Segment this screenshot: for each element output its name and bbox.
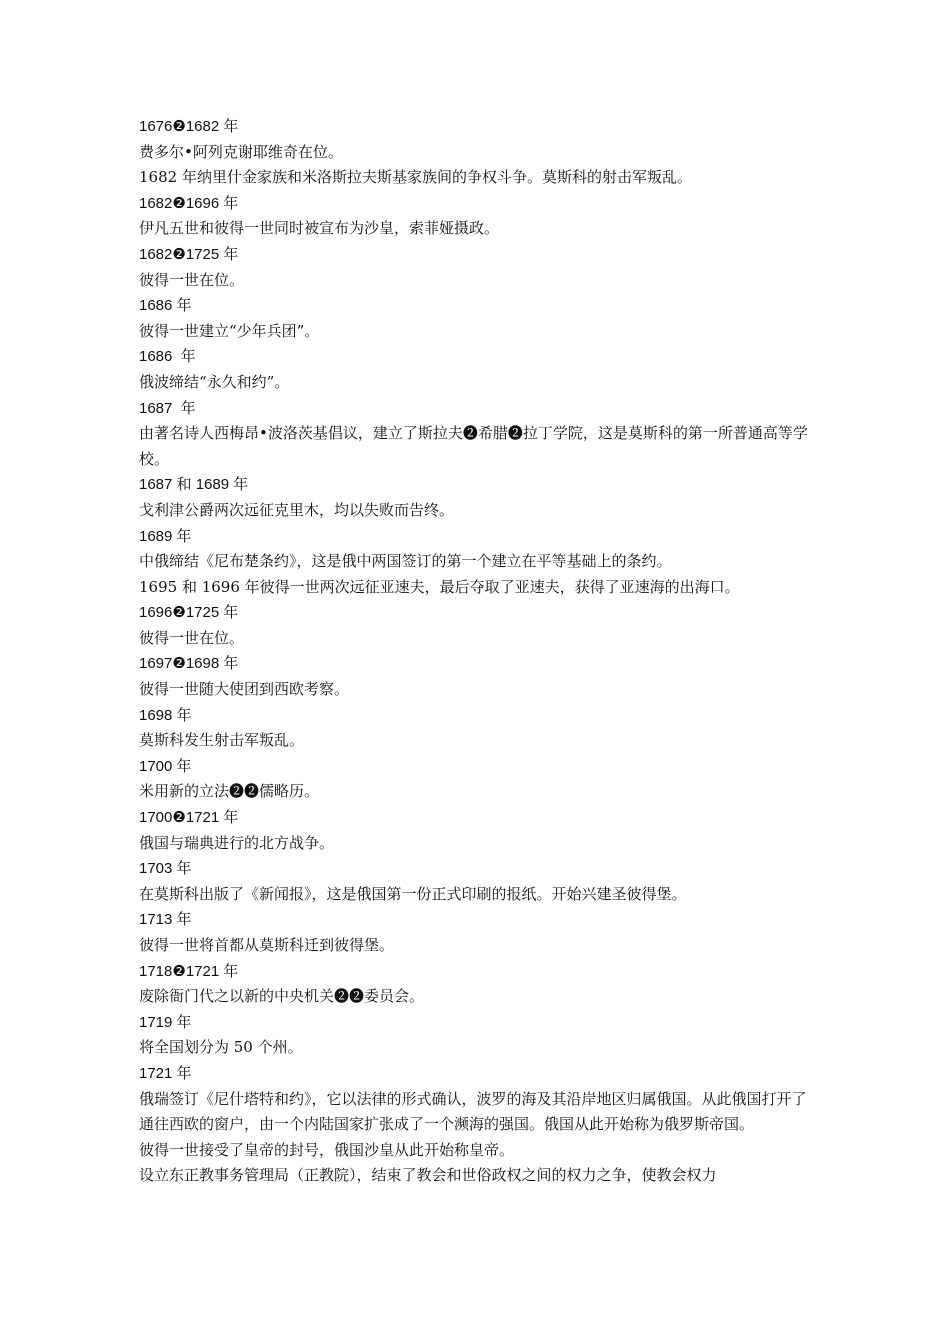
timeline-event: 将全国划分为 50 个州。 — [139, 1038, 303, 1057]
timeline-event: 彼得一世在位。 — [139, 270, 245, 289]
timeline-event: 废除衙门代之以新的中央机关❷❷委员会。 — [139, 987, 425, 1006]
timeline-event: 在莫斯科出版了《新闻报》，这是俄国第一份正式印刷的报纸。开始兴建圣彼得堡。 — [139, 884, 687, 903]
timeline-year: 1686 年 — [139, 297, 192, 315]
timeline-year: 1700❷1721 年 — [139, 809, 239, 827]
timeline-event: 由著名诗人西梅昂•波洛茨基倡议，建立了斯拉夫❷希腊❷拉丁学院，这是莫斯科的第一所普通高等学校。 — [139, 424, 808, 468]
timeline-event: 费多尔•阿列克谢耶维奇在位。 — [139, 142, 343, 161]
timeline-year: 1698 年 — [139, 706, 192, 724]
timeline-year: 1682❷1725 年 — [139, 245, 239, 263]
timeline-event: 伊凡五世和彼得一世同时被宣布为沙皇，索菲娅摄政。 — [139, 219, 500, 238]
timeline-year: 1713 年 — [139, 911, 192, 929]
timeline-year: 1697❷1698 年 — [139, 655, 239, 673]
timeline-event: 莫斯科发生射击军叛乱。 — [139, 731, 305, 750]
timeline-year: 1703 年 — [139, 860, 192, 878]
timeline-event: 彼得一世随大使团到西欧考察。 — [139, 680, 350, 699]
timeline-year: 1676❷1682 年 — [139, 118, 239, 135]
timeline-event: 米用新的立法❷❷儒略历。 — [139, 782, 320, 801]
timeline-year: 1687 年 — [139, 399, 196, 417]
timeline-event: 设立东正教事务管理局（正教院），结束了教会和世俗政权之间的权力之争，使教会权力 — [139, 1166, 717, 1185]
timeline-year: 1682❷1696 年 — [139, 194, 239, 212]
timeline-year: 1696❷1725 年 — [139, 604, 239, 622]
timeline-event: 俄国与瑞典进行的北方战争。 — [139, 833, 335, 852]
timeline-event: 彼得一世接受了皇帝的封号，俄国沙皇从此开始称皇帝。 — [139, 1140, 515, 1159]
timeline-year: 1687 和 1689 年 — [139, 476, 249, 494]
timeline-year: 1721 年 — [139, 1064, 192, 1082]
timeline-year: 1718❷1721 年 — [139, 962, 239, 980]
timeline-entry: 1682 年纳里什金家族和米洛斯拉夫斯基家族间的争权斗争。莫斯科的射击军叛乱。 — [139, 168, 692, 187]
timeline-event: 俄波缔结“永久和约”。 — [139, 372, 290, 391]
timeline-year: 1686 年 — [139, 348, 196, 366]
timeline-event: 俄瑞签订《尼什塔特和约》，它以法律的形式确认，波罗的海及其沿岸地区归属俄国。从此俄国打开了通往西欧的窗户，由一个内陆国家扩张成了一个濒海的强国。俄国从此开始称为俄罗斯帝国。 — [139, 1089, 807, 1134]
timeline-year: 1719 年 — [139, 1013, 192, 1031]
timeline-event: 彼得一世将首都从莫斯科迁到彼得堡。 — [139, 936, 395, 954]
timeline-year: 1700 年 — [139, 757, 192, 775]
timeline-entry: 1695 和 1696 年彼得一世两次远征亚速夫，最后夺取了亚速夫，获得了亚速海的出海口。 — [139, 577, 740, 596]
timeline-year: 1689 年 — [139, 527, 192, 545]
timeline-event: 彼得一世建立“少年兵团”。 — [139, 321, 320, 340]
timeline-event: 彼得一世在位。 — [139, 628, 245, 647]
document-body — [139, 114, 819, 1189]
timeline-event: 戈利津公爵两次远征克里木，均以失败而告终。 — [139, 500, 455, 519]
timeline-event: 中俄缔结《尼布楚条约》，这是俄中两国签订的第一个建立在平等基础上的条约。 — [139, 552, 672, 571]
